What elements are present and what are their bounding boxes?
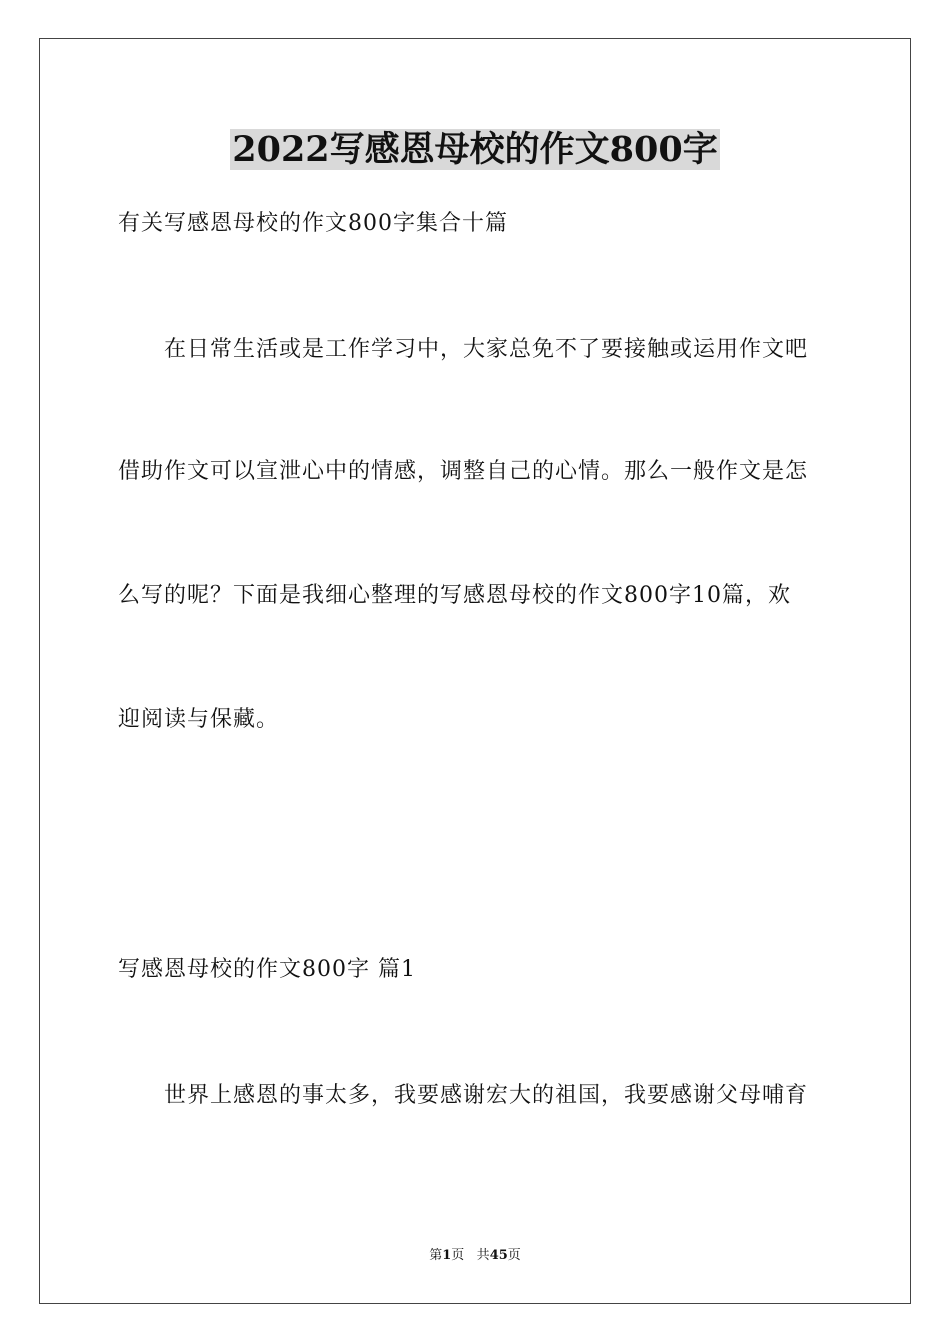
intro-line-2: 借助作文可以宣泄心中的情感，调整自己的心情。那么一般作文是怎 — [118, 459, 809, 484]
document-title — [0, 128, 950, 172]
footer-page-suffix: 页 — [451, 1248, 465, 1263]
footer-total-pages: 45 — [489, 1248, 508, 1263]
footer-prefix: 第 — [429, 1248, 443, 1263]
footer-total-prefix: 共 — [476, 1248, 490, 1263]
intro-line-3: 么写的呢？下面是我细心整理的写感恩母校的作文800字10篇，欢 — [118, 583, 791, 608]
document-title-text: 2022写感恩母校的作文800字 — [232, 129, 718, 170]
section-line-1: 世界上感恩的事太多，我要感谢宏大的祖国，我要感谢父母哺育 — [164, 1083, 809, 1108]
section-heading: 写感恩母校的作文800字 篇1 — [118, 957, 416, 982]
footer-page-number: 1 — [442, 1248, 452, 1263]
page-footer — [0, 1247, 950, 1265]
intro-line-4: 迎阅读与保藏。 — [118, 707, 280, 732]
footer-total-suffix: 页 — [507, 1248, 521, 1263]
document-subtitle: 有关写感恩母校的作文800字集合十篇 — [118, 211, 508, 236]
intro-line-1: 在日常生活或是工作学习中，大家总免不了要接触或运用作文吧 — [164, 337, 809, 362]
